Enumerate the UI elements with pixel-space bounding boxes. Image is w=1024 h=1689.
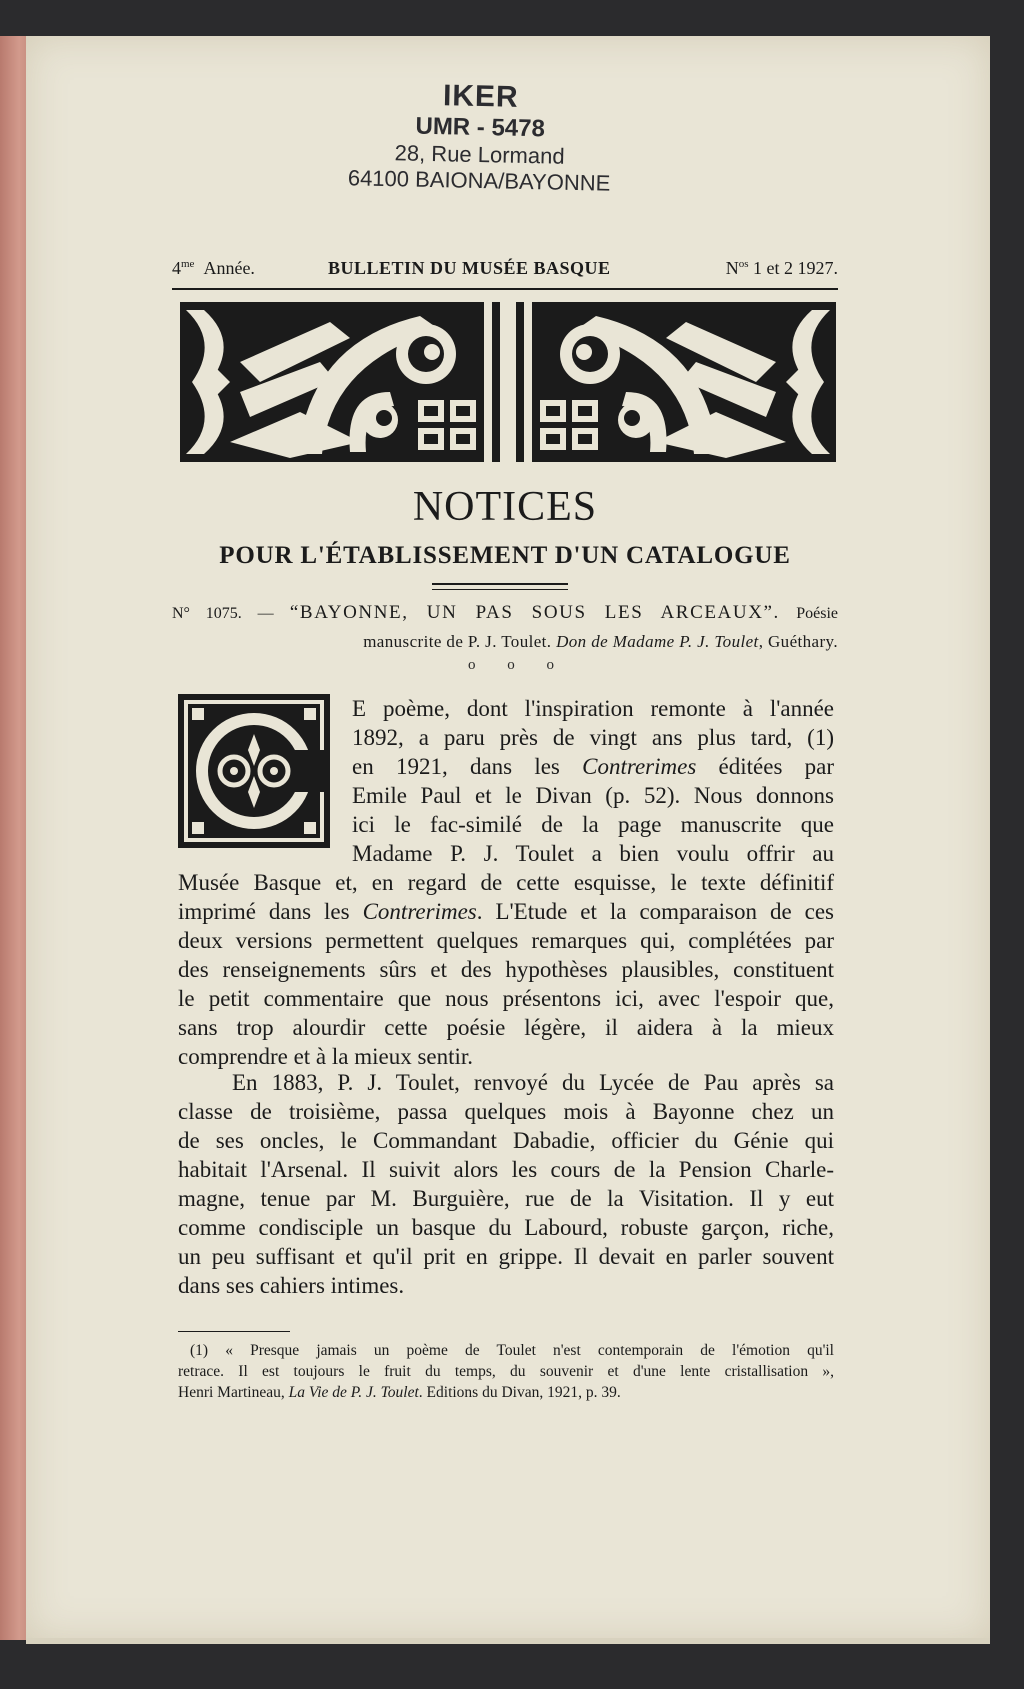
footnote-line xyxy=(178,1382,621,1403)
page-subtitle: POUR L'ÉTABLISSEMENT D'UN CATALOGUE xyxy=(219,542,791,569)
entry-genre: Poésie xyxy=(796,605,838,622)
footnote-line: retrace. Il est toujours le fruit du temps, du souvenir et d'une lente cristallisation », xyxy=(178,1363,834,1380)
body-line: magne, tenue par M. Burguière, rue de la Visitation. Il y eut xyxy=(178,1186,834,1211)
issue-superscript: os xyxy=(738,258,749,270)
body-line: Madame P. J. Toulet a bien voulu offrir au xyxy=(352,841,834,866)
journal-title: BULLETIN DU MUSÉE BASQUE xyxy=(328,258,611,278)
body-line: E poème, dont l'inspiration remonte à l'année xyxy=(352,696,834,721)
page-bottom-edge xyxy=(26,1638,990,1644)
body-line: comprendre et à la mieux sentir. xyxy=(178,1044,474,1069)
library-stamp xyxy=(309,76,651,197)
body-line: un peu suffisant et qu'il prit en grippe. Il devait en parler souvent xyxy=(178,1244,834,1269)
body-line: le petit commentaire que nous présentons ici, avec l'espoir que, xyxy=(178,986,834,1011)
footnote-text: . Editions du Divan, 1921, p. 39. xyxy=(418,1384,621,1401)
issue-rest: 1 et 2 1927. xyxy=(753,258,838,278)
body-text: imprimé dans les xyxy=(178,899,350,924)
running-head xyxy=(172,258,838,290)
entry-line-1 xyxy=(172,598,838,628)
page-title: NOTICES xyxy=(412,484,598,530)
stamp-line-4: 64100 BAIONA/BAYONNE xyxy=(347,165,611,196)
body-line: ici le fac-similé de la page manuscrite que xyxy=(352,812,834,837)
issue-prefix: N xyxy=(725,258,739,278)
issue-number xyxy=(726,258,838,279)
year-word: Année. xyxy=(203,258,255,278)
entry-place: , Guéthary. xyxy=(758,632,838,651)
body-line: En 1883, P. J. Toulet, renvoyé du Lycée de Pau après sa xyxy=(232,1070,834,1095)
body-text: . L'Etude et la comparaison de ces xyxy=(476,899,835,924)
body-line: deux versions permettent quelques remarques qui, complétées par xyxy=(178,928,834,953)
entry-author: manuscrite de P. J. Toulet. xyxy=(363,632,552,651)
catalogue-entry xyxy=(172,598,838,656)
body-line: dans ses cahiers intimes. xyxy=(178,1273,405,1298)
body-italic: Contrerimes xyxy=(582,754,697,779)
body-line: Emile Paul et le Divan (p. 52). Nous donnons xyxy=(352,783,834,808)
dropcap-c-ornament xyxy=(178,694,330,848)
year-number: 4 xyxy=(172,258,181,278)
entry-donor: Don de Madame P. J. Toulet xyxy=(556,632,759,651)
body-line xyxy=(178,897,834,926)
body-line: de ses oncles, le Commandant Dabadie, officier du Génie qui xyxy=(178,1128,834,1153)
section-separator: o o o xyxy=(468,657,568,673)
footnote-line: (1) « Presque jamais un poème de Toulet n'est contemporain de l'émotion qu'il xyxy=(190,1342,834,1359)
entry-number: N° 1075. — xyxy=(172,605,274,622)
body-line: 1892, a paru près de vingt ans plus tard, (1) xyxy=(352,725,834,750)
body-line: classe de troisième, passa quelques mois à Bayonne chez un xyxy=(178,1099,834,1124)
body-line: habitait l'Arsenal. Il suivit alors les cours de la Pension Charle- xyxy=(178,1157,834,1182)
body-line: des renseignements sûrs et des hypothèses plausibles, constituent xyxy=(178,957,834,982)
stamp-line-1: IKER xyxy=(442,79,520,114)
entry-line-2 xyxy=(172,628,838,656)
body-text: en 1921, dans les xyxy=(352,754,560,779)
body-line: sans trop alourdir cette poésie légère, il aidera à la mieux xyxy=(178,1015,834,1040)
body-text: éditées par xyxy=(718,754,835,779)
year-superscript: me xyxy=(181,258,195,270)
footnote-rule xyxy=(178,1331,290,1332)
body-line: comme condisciple un basque du Labourd, robuste garçon, riche, xyxy=(178,1215,834,1240)
stamp-line-2: UMR - 5478 xyxy=(415,112,546,143)
body-line: Musée Basque et, en regard de cette esquisse, le texte définitif xyxy=(178,870,834,895)
entry-heading: “BAYONNE, UN PAS SOUS LES ARCEAUX”. xyxy=(289,602,780,623)
body-line xyxy=(352,752,834,781)
ornament-band xyxy=(180,302,836,462)
volume-year xyxy=(172,258,255,279)
body-italic: Contrerimes xyxy=(362,899,477,924)
footnote-text: Henri Martineau, xyxy=(178,1384,285,1401)
stamp-line-3: 28, Rue Lormand xyxy=(394,140,565,169)
title-rule xyxy=(432,583,568,590)
footnote-italic: La Vie de P. J. Toulet xyxy=(288,1384,419,1401)
